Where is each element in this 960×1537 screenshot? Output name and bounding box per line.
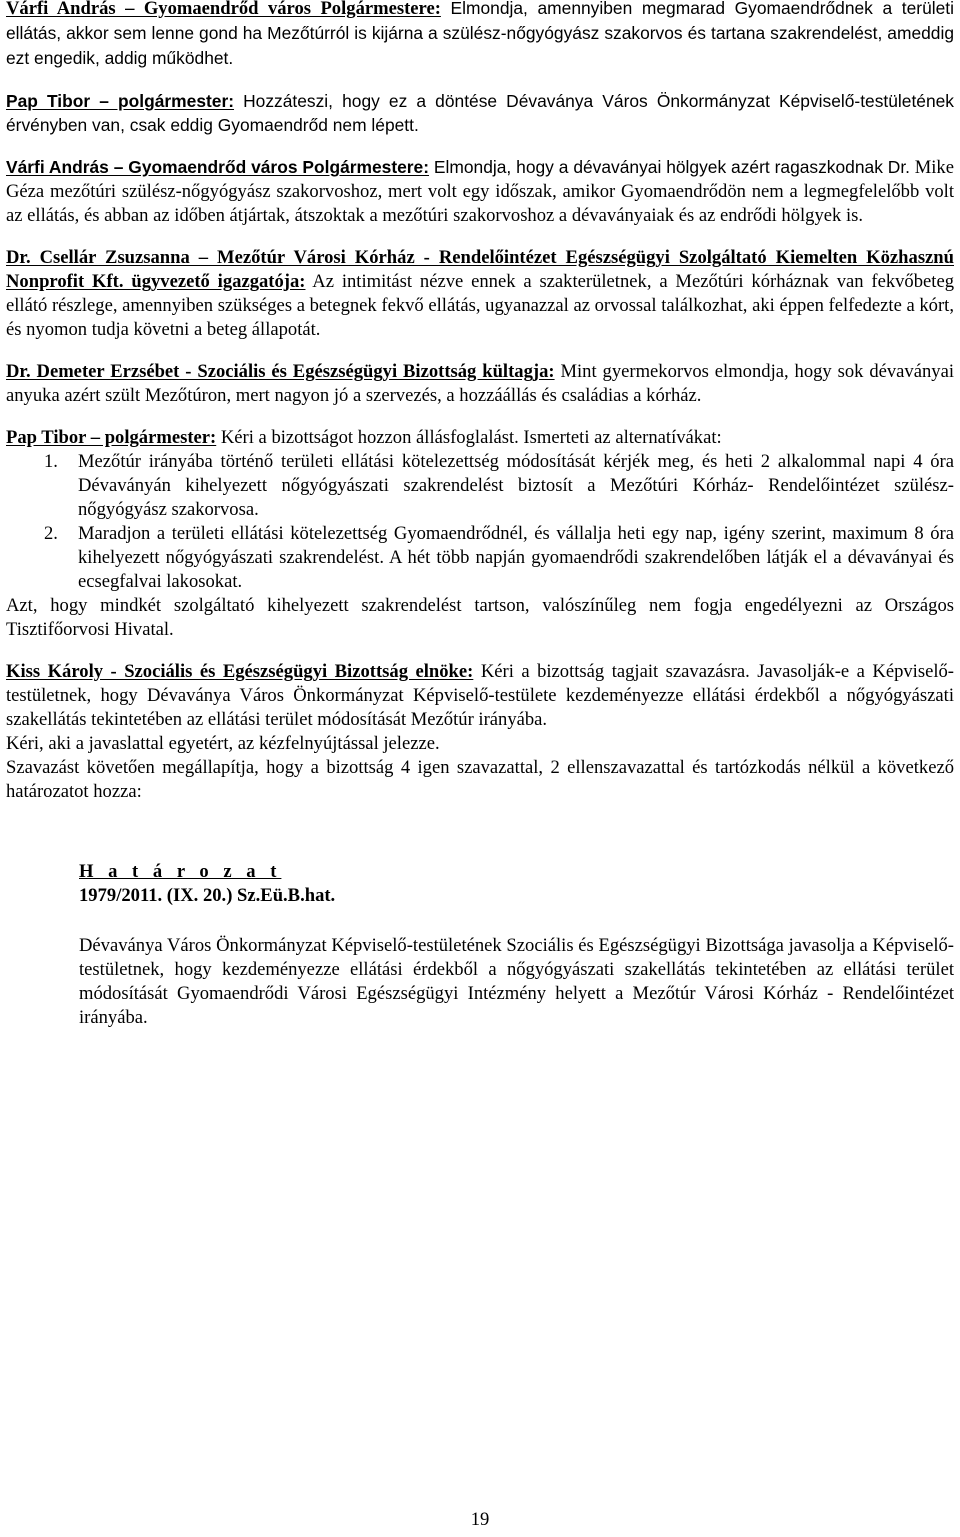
paragraph-kiss — [6, 660, 954, 732]
speaker-label: Pap Tibor – polgármester: — [6, 91, 235, 111]
speaker-label: Várfi András – Gyomaendrőd város Polgármestere: — [6, 157, 430, 177]
paragraph-text: Kéri a bizottság tagjait szavazásra. Javasolják-e a Képviselő-testületnek, hogy Dévaványa Város Önkormányzat Képviselő-testülete kezdeményezze ellátási érdekből a nőgyógyászati szakellátás tekintetében az ellátási terület módosítását Mezőtúr irányába. — [6, 661, 954, 730]
paragraph-text: Elmondja, amennyiben megmarad Gyomaendrődnek a területi ellátás, akkor sem lenne gond ha Mezőtúrról is kijárna a szülész-nőgyógyász szakorvos és tartana szakrendelést, ameddig ezt engedik, addig működhet. — [6, 0, 955, 68]
list-text: Mezőtúr irányába történő területi ellátási kötelezettség módosítását kérjék meg, és heti 2 alkalommal napi 4 óra Dévaványán kihelyezett nőgyógyászati szakrendelést biztosít a Mezőtúri Kórház- Rendelőintézet szülész-nőgyógyász szakorvosa. — [78, 451, 954, 520]
paragraph-text: Hozzáteszi, hogy ez a döntése Dévaványa Város Önkormányzat Képviselő-testületének érvényben van, csak eddig Gyomaendrőd nem lépett. — [6, 91, 954, 135]
paragraph-pap-2 — [6, 426, 954, 450]
paragraph-text-sans: Elmondja, hogy a dévaványai hölgyek azért ragaszkodnak Dr. — [429, 157, 911, 177]
paragraph-varfi-1 — [6, 0, 954, 71]
resolution-number: 1979/2011. (IX. 20.) Sz.Eü.B.hat. — [79, 885, 336, 906]
speaker-label: Pap Tibor – polgármester: — [6, 427, 217, 448]
paragraph-pap-1 — [6, 89, 954, 137]
page-number: 19 — [470, 1509, 490, 1530]
list-item — [44, 450, 954, 522]
paragraph-text: Kéri a bizottságot hozzon állásfoglalást. Ismerteti az alternatívákat: — [216, 427, 722, 448]
speaker-label: Dr. Csellár Zsuzsanna – Mezőtúr Városi Kórház - Rendelőintézet Egészségügyi Szolgáltató Kiemelten Közhasznú Nonprofit Kft. ügyvezető igazgatója: — [6, 247, 954, 292]
list-number: 1. — [44, 451, 58, 472]
paragraph-vote-request: Kéri, aki a javaslattal egyetért, az kézfelnyújtással jelezze. — [6, 733, 440, 754]
resolution-title: H a t á r o z a t — [79, 861, 282, 882]
paragraph-text: Az intimitást nézve ennek a szakterületnek, a Mezőtúri kórháznak van fekvőbeteg ellátó részlege, amennyiben szükséges a betegnek fekvő ellátás, ugyanazzal az orvossal találkozhat, aki éppen felfedezte a kórt, és nyomon tudja követni a beteg állapotát. — [6, 271, 954, 340]
list-item — [44, 522, 954, 594]
speaker-label: Várfi András – Gyomaendrőd város Polgármestere: — [6, 0, 441, 19]
paragraph-csellar — [6, 246, 954, 342]
paragraph-varfi-2 — [6, 155, 954, 228]
resolution-header — [6, 860, 954, 908]
paragraph-note: Azt, hogy mindkét szolgáltató kihelyezett szakrendelést tartson, valószínűleg nem fogja engedélyezni az Országos Tisztifőorvosi Hivatal. — [6, 595, 954, 640]
speaker-label: Kiss Károly - Szociális és Egészségügyi Bizottság elnöke: — [6, 661, 474, 682]
paragraph-vote-result: Szavazást követően megállapítja, hogy a bizottság 4 igen szavazattal, 2 ellenszavazattal és tartózkodás nélkül a következő határozatot hozza: — [6, 757, 954, 802]
resolution-body: Dévaványa Város Önkormányzat Képviselő-testületének Szociális és Egészségügyi Bizottsága javasolja a Képviselő-testületnek, hogy kezdeményezze ellátási érdekből a nőgyógyászati szakellátás tekintetében az ellátási terület módosítását Gyomaendrődi Városi Egészségügyi Intézmény helyett a Mezőtúr Városi Kórház - Rendelőintézet irányába. — [79, 935, 954, 1028]
speaker-label: Dr. Demeter Erzsébet - Szociális és Egészségügyi Bizottság kültagja: — [6, 361, 555, 382]
list-number: 2. — [44, 523, 58, 544]
paragraph-demeter — [6, 360, 954, 408]
alternatives-list — [6, 450, 954, 594]
paragraph-text: Mike Géza mezőtúri szülész-nőgyógyász szakorvoshoz, mert volt egy időszak, amikor Gyomaendrődön nem a legmegfelelőbb volt az ellátás, és abban az időben átjártak, átszoktak a mezőtúri szakorvoshoz a dévaványaiak és az endrődi hölgyek is. — [6, 157, 954, 226]
paragraph-text: Mint gyermekorvos elmondja, hogy sok dévaványai anyuka azért szült Mezőtúron, mert nagyon jó a szervezés, a hozzáállás és családias a kórház. — [6, 361, 954, 406]
list-text: Maradjon a területi ellátási kötelezettség Gyomaendrődnél, és vállalja heti egy nap, igény szerint, maximum 8 óra kihelyezett nőgyógyászati szakrendelést. A hét több napján gyomaendrődi szakrendelőben látják el a dévaványai és ecsegfalvai lakosokat. — [78, 523, 954, 592]
